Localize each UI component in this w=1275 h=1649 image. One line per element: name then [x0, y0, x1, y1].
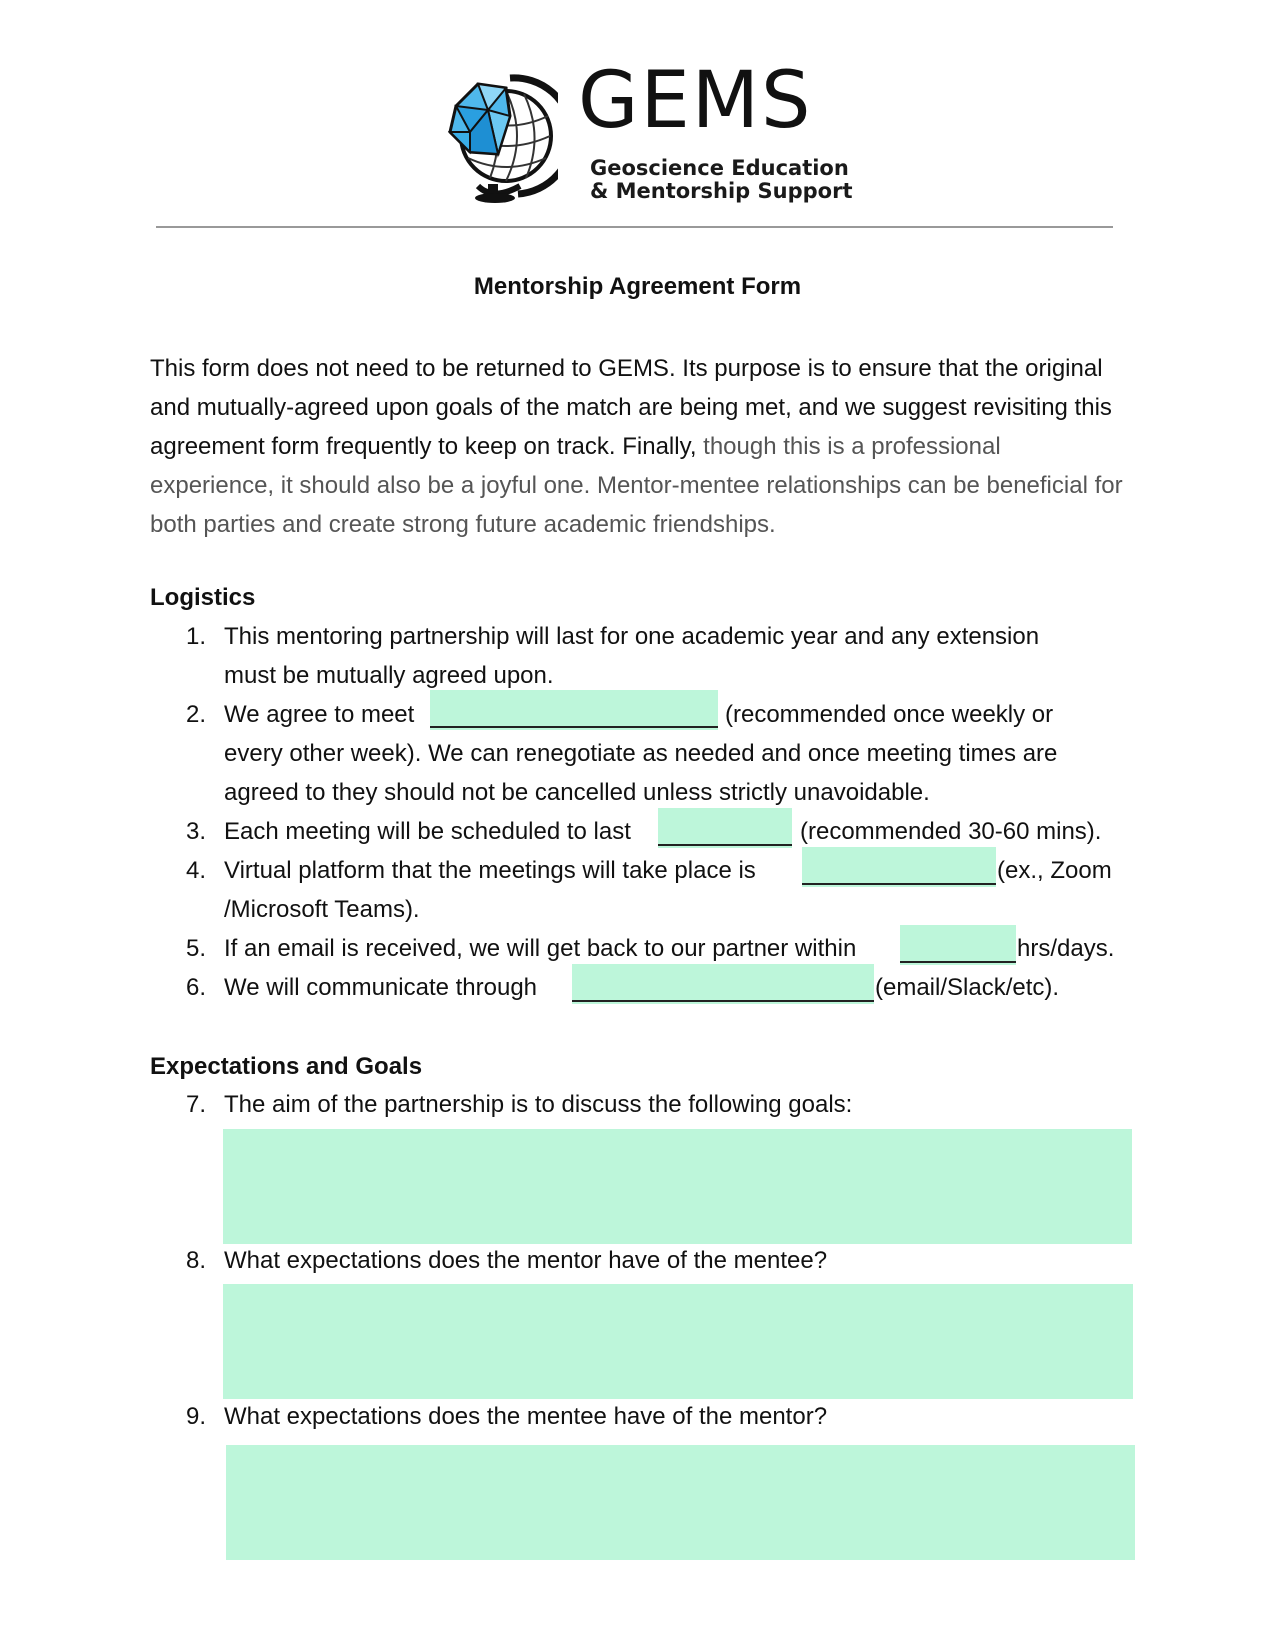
item-text: (email/Slack/etc).: [875, 974, 1060, 1001]
response-time-field[interactable]: [900, 925, 1016, 965]
meeting-frequency-field[interactable]: [430, 690, 718, 730]
item-number: 8.: [186, 1247, 207, 1274]
intro-text: This form does not need to be returned to GEMS. Its purpose is to ensure that the original and mutually-agreed upon goals of the match are being met, and we suggest revisiting this agreement form frequently to keep on track. Finally,: [150, 355, 1112, 460]
item-text: agreed to they should not be cancelled unless strictly unavoidable.: [224, 779, 930, 806]
logistics-heading: Logistics: [150, 584, 256, 611]
mentor-expectations-textarea[interactable]: [223, 1284, 1133, 1399]
item-number: 3.: [186, 818, 207, 845]
item-number: 9.: [186, 1403, 207, 1430]
intro-paragraph: [150, 349, 1130, 544]
intro-text-light: though this is a professional experience, it should also be a joyful one. Mentor-mentee relationships can be beneficial for both parties and create strong future academic friendships.: [150, 433, 1123, 538]
meeting-length-field[interactable]: [658, 808, 792, 848]
goals-textarea[interactable]: [223, 1129, 1132, 1244]
item-text: The aim of the partnership is to discuss the following goals:: [224, 1091, 853, 1118]
item-number: 2.: [186, 701, 207, 728]
item-text: If an email is received, we will get back to our partner within: [224, 935, 857, 962]
virtual-platform-field[interactable]: [802, 847, 996, 887]
item-text: What expectations does the mentor have of the mentee?: [224, 1247, 828, 1274]
field-underline: [658, 844, 792, 846]
item-text: We agree to meet: [224, 701, 415, 728]
item-number: 1.: [186, 623, 207, 650]
item-text: must be mutually agreed upon.: [224, 662, 554, 689]
item-text: /Microsoft Teams).: [224, 896, 420, 923]
item-text: every other week). We can renegotiate as needed and once meeting times are: [224, 740, 1058, 767]
item-text: What expectations does the mentee have of the mentor?: [224, 1403, 828, 1430]
field-underline: [802, 883, 996, 885]
header-divider: [156, 226, 1113, 228]
item-number: 7.: [186, 1091, 207, 1118]
mentee-expectations-textarea[interactable]: [226, 1445, 1135, 1560]
page-title: Mentorship Agreement Form: [473, 273, 802, 300]
item-text: This mentoring partnership will last for one academic year and any extension: [224, 623, 1040, 650]
item-text: (recommended 30-60 mins).: [800, 818, 1102, 845]
item-text: Each meeting will be scheduled to last: [224, 818, 631, 845]
tagline-line-1: Geoscience Education: [590, 156, 849, 180]
expectations-heading: Expectations and Goals: [150, 1053, 423, 1080]
item-text: We will communicate through: [224, 974, 538, 1001]
item-text: (ex., Zoom: [997, 857, 1112, 884]
communication-channel-field[interactable]: [572, 964, 874, 1004]
item-number: 5.: [186, 935, 207, 962]
item-text: (recommended once weekly or: [725, 701, 1054, 728]
item-number: 4.: [186, 857, 207, 884]
brand-title: GEMS: [578, 56, 813, 146]
item-text: hrs/days.: [1017, 935, 1115, 962]
item-number: 6.: [186, 974, 207, 1001]
brand-tagline: [590, 157, 853, 203]
item-text: Virtual platform that the meetings will take place is: [224, 857, 756, 884]
field-underline: [572, 1000, 874, 1002]
gem-globe-icon: [448, 66, 558, 206]
field-underline: [900, 961, 1016, 963]
field-underline: [430, 726, 718, 728]
tagline-line-2: & Mentorship Support: [590, 179, 853, 203]
